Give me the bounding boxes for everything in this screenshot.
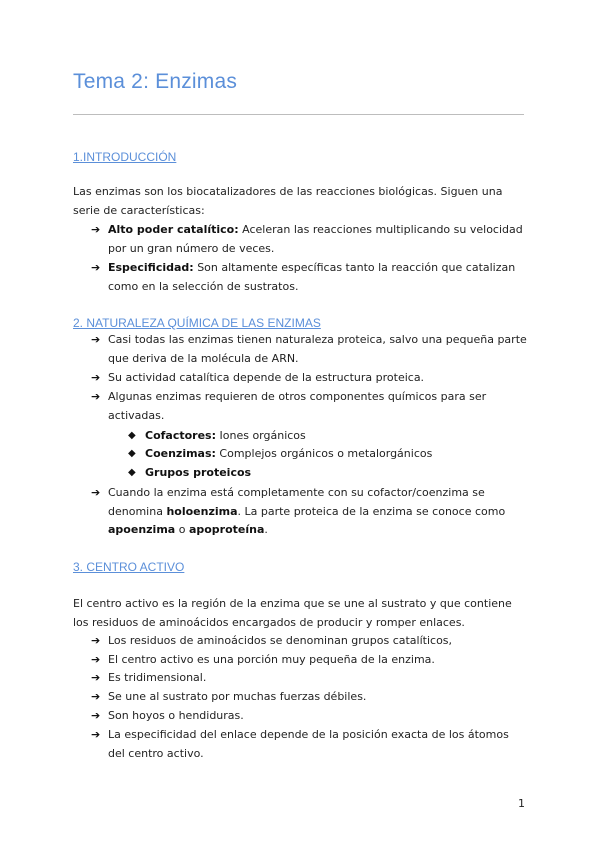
diamond-icon: ◆ [128,467,136,478]
arrow-icon: ➔ [91,728,101,741]
section-heading-introduccion: 1.INTRODUCCIÓN [73,150,177,164]
sub-item-text: Complejos orgánicos o metalorgánicos [215,447,433,460]
sub-list-item [128,427,525,446]
arrow-icon: ➔ [91,223,101,236]
list-item [91,259,528,296]
sub-item-bold: Coenzimas: [145,447,216,460]
centro-activo-paragraph: El centro activo es la región de la enzima que se une al sustrato y que contiene los residuos de aminoácidos encargados de producir y romper enlaces. [73,597,512,629]
list-item [91,331,528,368]
list-item [91,669,528,688]
arrow-icon: ➔ [91,653,101,666]
item-text: Se une al sustrato por muchas fuerzas débiles. [108,690,367,703]
sub-list-item [128,445,525,464]
item-text: La especificidad del enlace depende de la posición exacta de los átomos del centro activo. [108,728,509,760]
page-title: Tema 2: Enzimas [73,70,238,93]
item-text: . [264,523,268,536]
arrow-icon: ➔ [91,690,101,703]
title-divider [73,114,524,115]
section-heading-centro-activo: 3. CENTRO ACTIVO [73,560,185,574]
diamond-icon: ◆ [128,448,136,459]
list-item [91,651,528,670]
arrow-icon: ➔ [91,371,101,384]
item-text: Es tridimensional. [108,671,207,684]
arrow-icon: ➔ [91,634,101,647]
list-item [91,484,528,540]
term-apoenzima: apoenzima [108,523,176,536]
item-text: . La parte proteica de la enzima se conoce como [237,504,506,518]
arrow-icon: ➔ [91,486,101,499]
sub-item-bold: Cofactores: [145,429,217,442]
arrow-icon: ➔ [91,333,101,346]
sub-list-item [128,464,525,483]
sub-item-text: Iones orgánicos [216,429,306,442]
item-text: Son hoyos o hendiduras. [108,709,244,722]
arrow-icon: ➔ [91,709,101,722]
sub-item-bold: Grupos proteicos [145,466,252,479]
section-heading-naturaleza: 2. NATURALEZA QUÍMICA DE LAS ENZIMAS [73,316,321,330]
item-text: Su actividad catalítica depende de la estructura proteica. [108,371,425,384]
item-text: Algunas enzimas requieren de otros componentes químicos para ser activadas. [108,390,487,422]
item-text: o [175,523,189,536]
arrow-icon: ➔ [91,261,101,274]
item-text: El centro activo es una porción muy pequeña de la enzima. [108,653,435,666]
arrow-icon: ➔ [91,671,101,684]
item-text: Son altamente específicas tanto la reacción que catalizan como en la selección de sustratos. [108,261,516,293]
item-text: Aceleran las reacciones multiplicando su velocidad por un gran número de veces. [108,223,523,255]
intro-paragraph: Las enzimas son los biocatalizadores de las reacciones biológicas. Siguen una serie de características: [73,185,503,217]
term-apoproteina: apoproteína [188,523,265,536]
item-bold: Alto poder catalítico: [108,223,239,236]
item-text: Los residuos de aminoácidos se denominan grupos catalíticos, [108,634,453,647]
list-item [91,388,528,425]
diamond-icon: ◆ [128,430,136,441]
list-item [91,632,528,651]
term-holoenzima: holoenzima [166,504,238,518]
list-item [91,726,528,763]
arrow-icon: ➔ [91,390,101,403]
page-number: 1 [518,797,525,810]
list-item [91,707,528,726]
item-text: Cuando la enzima está completamente con su cofactor/coenzima se denomina [108,486,485,518]
list-item [91,221,528,258]
list-item [91,688,528,707]
item-bold: Especificidad: [108,261,194,274]
item-text: Casi todas las enzimas tienen naturaleza proteica, salvo una pequeña parte que deriva de la molécula de ARN. [108,333,527,365]
list-item [91,369,528,388]
